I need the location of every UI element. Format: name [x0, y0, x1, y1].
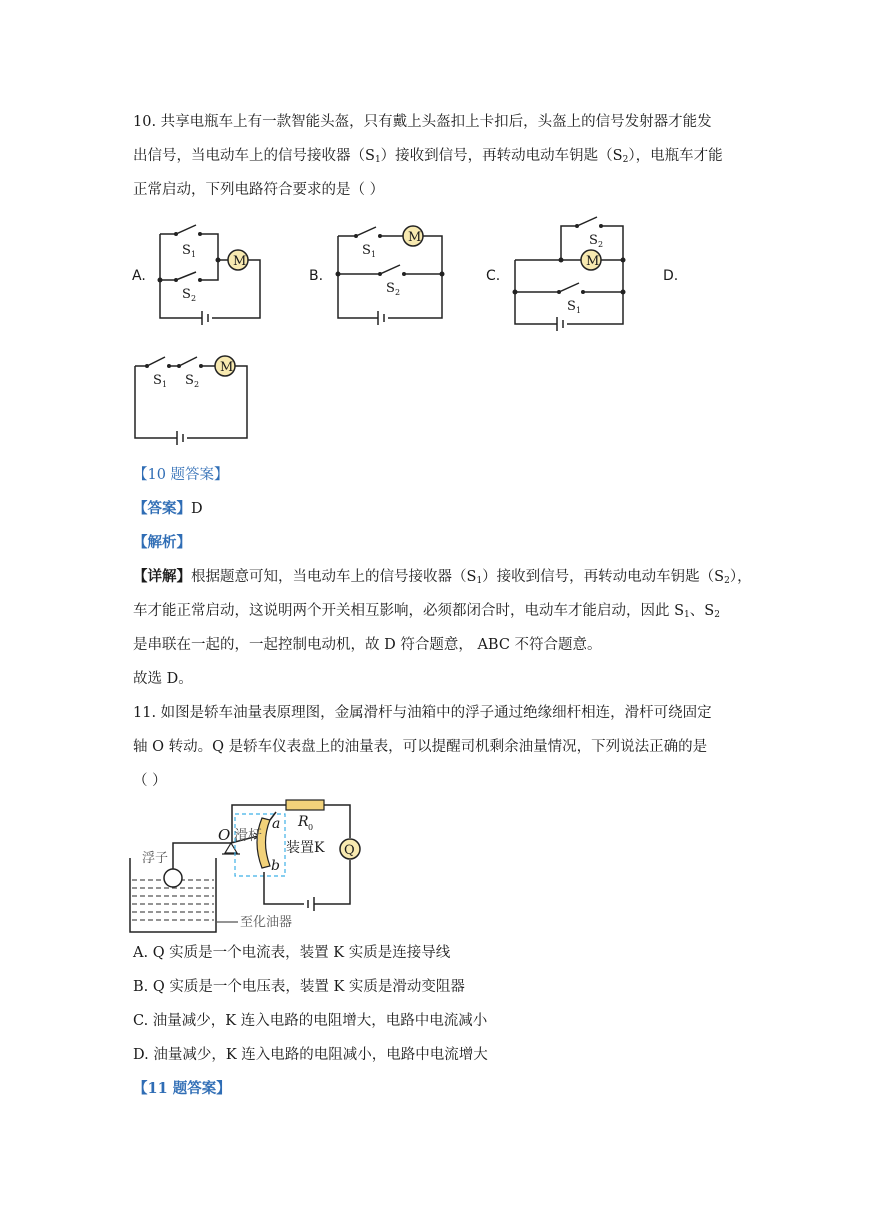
label-r0: R	[298, 814, 309, 830]
q11-stem-line2: 轴 O 转动。Q 是轿车仪表盘上的油量表，可以提醒司机剩余油量情况，下列说法正确的是	[133, 739, 708, 755]
svg-text:2: 2	[194, 380, 200, 389]
q11-answer-heading: 【11 题答案】	[133, 1080, 231, 1097]
q10-option-a-label: A.	[132, 268, 146, 284]
q11-stem-line3: （ ）	[133, 773, 167, 789]
svg-text:1: 1	[162, 380, 168, 389]
svg-text:2: 2	[191, 294, 197, 303]
svg-text:0: 0	[308, 823, 314, 832]
q10-option-b-label: B.	[309, 268, 324, 284]
q10-detail-line3: 是串联在一起的，一起控制电动机，故 D 符合题意， ABC 不符合题意。	[133, 637, 602, 653]
q10-answer: 【答案】D	[133, 500, 203, 517]
label-q: Q	[344, 843, 355, 858]
svg-text:1: 1	[576, 306, 582, 315]
svg-text:S: S	[185, 373, 194, 388]
svg-text:1: 1	[371, 250, 377, 259]
resistor-r0-icon	[286, 800, 324, 810]
svg-text:S: S	[153, 373, 162, 388]
switch-label: S	[182, 287, 191, 302]
q11-option-b: B. Q 实质是一个电压表，装置 K 实质是滑动变阻器	[133, 979, 465, 995]
q10-stem-line3: 正常启动，下列电路符合要求的是（ ）	[133, 182, 385, 198]
svg-text:2: 2	[598, 240, 604, 249]
svg-text:1: 1	[191, 250, 197, 259]
label-b: b	[271, 858, 280, 874]
label-o: O	[218, 826, 231, 844]
q10-stem-line2: 出信号，当电动车上的信号接收器$(S_1)$接收到信号，再转动电动车钥匙$(S_2)$，电瓶车才能	[133, 148, 723, 165]
q10-circuit-a	[150, 222, 270, 327]
svg-text:S: S	[362, 243, 371, 258]
svg-text:M: M	[586, 254, 600, 269]
q10-circuit-d	[127, 350, 257, 450]
svg-text:M: M	[220, 360, 234, 375]
svg-text:S: S	[386, 281, 395, 296]
q11-oil-gauge-diagram	[128, 800, 368, 940]
q10-stem-line1: 10. 共享电瓶车上有一款智能头盔，只有戴上头盔扣上卡扣后，头盔上的信号发射器才能发	[133, 114, 712, 130]
svg-text:S: S	[589, 233, 598, 248]
q10-option-c-label: C.	[486, 268, 501, 284]
q11-stem-line1: 11. 如图是轿车油量表原理图，金属滑杆与油箱中的浮子通过绝缘细杆相连，滑杆可绕固定	[133, 705, 712, 721]
svg-text:S: S	[567, 299, 576, 314]
svg-text:2: 2	[395, 288, 401, 297]
q11-option-d: D. 油量减少，K 连入电路的电阻减小，电路中电流增大	[133, 1047, 488, 1063]
q10-conclusion: 故选 D。	[133, 671, 193, 687]
switch-label: S	[182, 243, 191, 258]
q10-circuit-b	[328, 222, 453, 327]
q10-answer-heading: 【10 题答案】	[133, 467, 229, 483]
q11-option-a: A. Q 实质是一个电流表，装置 K 实质是连接导线	[133, 945, 451, 961]
label-float: 浮子	[142, 851, 169, 866]
float-icon	[164, 869, 182, 887]
q10-detail-line1: 【详解】根据题意可知，当电动车上的信号接收器$(S_1)$接收到信号，再转动电动车钥匙$(S_2)$，	[133, 568, 752, 586]
label-a: a	[272, 816, 281, 832]
q10-analysis-heading: 【解析】	[133, 534, 191, 551]
label-device-k: 装置K	[286, 840, 325, 856]
label-slider: 滑杆	[234, 828, 262, 844]
q10-detail-line2: 车才能正常启动，这说明两个开关相互影响，必须都闭合时，电动车才能启动，因此 $S_1$、$S_2$	[133, 603, 720, 620]
motor-label: M	[233, 254, 247, 269]
q10-option-d-label: D.	[663, 268, 679, 284]
q10-circuit-c	[505, 212, 635, 337]
label-carburetor: 至化油器	[240, 915, 293, 930]
q11-option-c: C. 油量减少，K 连入电路的电阻增大，电路中电流减小	[133, 1013, 488, 1029]
svg-text:M: M	[408, 230, 422, 245]
